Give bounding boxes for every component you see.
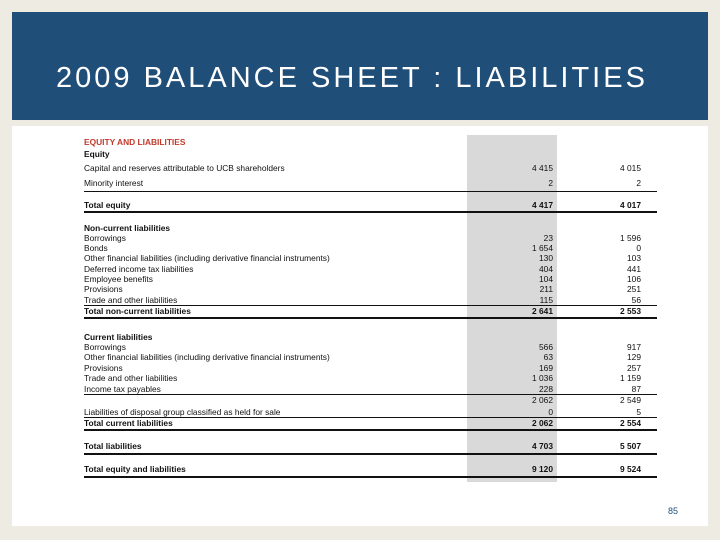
row-label: Current liabilities <box>84 332 153 342</box>
table-row <box>79 179 657 189</box>
row-value-2008: 5 507 <box>620 441 641 451</box>
row-value-2008: 441 <box>627 264 641 274</box>
row-label: Other financial liabilities (including derivative financial instruments) <box>84 253 330 263</box>
row-value-2009: 1 654 <box>532 243 553 253</box>
row-value-2008: 2 554 <box>620 418 641 428</box>
row-value-2009: 2 062 <box>532 418 553 428</box>
divider <box>84 476 657 478</box>
row-value-2008: 0 <box>636 243 641 253</box>
row-value-2009: 228 <box>539 384 553 394</box>
row-value-2008: 251 <box>627 284 641 294</box>
table-row <box>79 465 657 475</box>
row-value-2009: 4 417 <box>532 200 553 210</box>
divider <box>84 394 657 395</box>
row-value-2008: 5 <box>636 407 641 417</box>
row-label: Total non-current liabilities <box>84 306 191 316</box>
row-label: Deferred income tax liabilities <box>84 264 194 274</box>
row-value-2009: 104 <box>539 274 553 284</box>
row-label: Total current liabilities <box>84 418 173 428</box>
row-label: Trade and other liabilities <box>84 295 178 305</box>
row-value-2008: 106 <box>627 274 641 284</box>
table-row <box>79 419 657 429</box>
divider <box>84 317 657 319</box>
row-label: Equity <box>84 149 110 159</box>
row-label: Other financial liabilities (including derivative financial instruments) <box>84 352 330 362</box>
row-value-2008: 103 <box>627 253 641 263</box>
row-label: Liabilities of disposal group classified as held for sale <box>84 407 281 417</box>
row-label: Income tax payables <box>84 384 161 394</box>
table-row <box>79 275 657 285</box>
row-value-2008: 9 524 <box>620 464 641 474</box>
row-value-2008: 1 596 <box>620 233 641 243</box>
divider <box>84 429 657 431</box>
page-number: 85 <box>667 506 678 516</box>
row-label: Trade and other liabilities <box>84 373 178 383</box>
row-value-2009: 115 <box>539 295 553 305</box>
row-value-2009: 169 <box>539 363 553 373</box>
row-value-2009: 2 <box>548 178 553 188</box>
row-label: Minority interest <box>84 178 144 188</box>
row-value-2009: 130 <box>539 253 553 263</box>
table-row <box>79 254 657 264</box>
row-value-2008: 1 159 <box>620 373 641 383</box>
row-value-2008: 2 553 <box>620 306 641 316</box>
row-value-2008: 4 015 <box>620 163 641 173</box>
balance-sheet-table <box>79 135 657 482</box>
row-value-2008: 56 <box>631 295 641 305</box>
divider <box>84 453 657 455</box>
table-heading: EQUITY AND LIABILITIES <box>84 137 186 147</box>
table-row <box>79 442 657 452</box>
table-row <box>79 333 657 343</box>
table-row <box>79 396 657 406</box>
table-row <box>79 374 657 384</box>
table-row <box>79 307 657 317</box>
table-row <box>79 201 657 211</box>
table-row <box>79 164 657 174</box>
row-value-2009: 4 415 <box>532 163 553 173</box>
row-label: Borrowings <box>84 233 126 243</box>
row-value-2009: 1 036 <box>532 373 553 383</box>
content-panel <box>12 126 708 526</box>
table-row <box>79 150 657 160</box>
title-bar <box>12 12 708 120</box>
row-value-2009: 4 703 <box>532 441 553 451</box>
table-heading-row <box>79 138 657 148</box>
row-value-2009: 23 <box>543 233 553 243</box>
row-value-2009: 2 641 <box>532 306 553 316</box>
row-value-2009: 404 <box>539 264 553 274</box>
row-label: Total equity <box>84 200 131 210</box>
row-value-2008: 2 549 <box>620 395 641 405</box>
row-value-2008: 257 <box>627 363 641 373</box>
row-value-2009: 211 <box>539 284 553 294</box>
row-label: Capital and reserves attributable to UCB shareholders <box>84 163 285 173</box>
divider <box>84 191 657 192</box>
slide-title: 2009 BALANCE SHEET : LIABILITIES <box>56 62 648 94</box>
table-row <box>79 234 657 244</box>
row-label: Total equity and liabilities <box>84 464 186 474</box>
row-label: Employee benefits <box>84 274 153 284</box>
row-label: Provisions <box>84 363 123 373</box>
row-value-2009: 63 <box>543 352 553 362</box>
table-row <box>79 285 657 295</box>
table-row <box>79 224 657 234</box>
row-label: Non-current liabilities <box>84 223 171 233</box>
row-label: Borrowings <box>84 342 126 352</box>
row-value-2009: 2 062 <box>532 395 553 405</box>
row-value-2008: 129 <box>627 352 641 362</box>
row-value-2008: 87 <box>631 384 641 394</box>
row-value-2008: 917 <box>627 342 641 352</box>
row-label: Bonds <box>84 243 108 253</box>
row-value-2009: 0 <box>548 407 553 417</box>
row-label: Provisions <box>84 284 123 294</box>
divider <box>84 211 657 213</box>
row-label: Total liabilities <box>84 441 142 451</box>
row-value-2008: 2 <box>636 178 641 188</box>
table-row <box>79 265 657 275</box>
row-value-2009: 9 120 <box>532 464 553 474</box>
row-value-2009: 566 <box>539 342 553 352</box>
row-value-2008: 4 017 <box>620 200 641 210</box>
table-row <box>79 353 657 363</box>
